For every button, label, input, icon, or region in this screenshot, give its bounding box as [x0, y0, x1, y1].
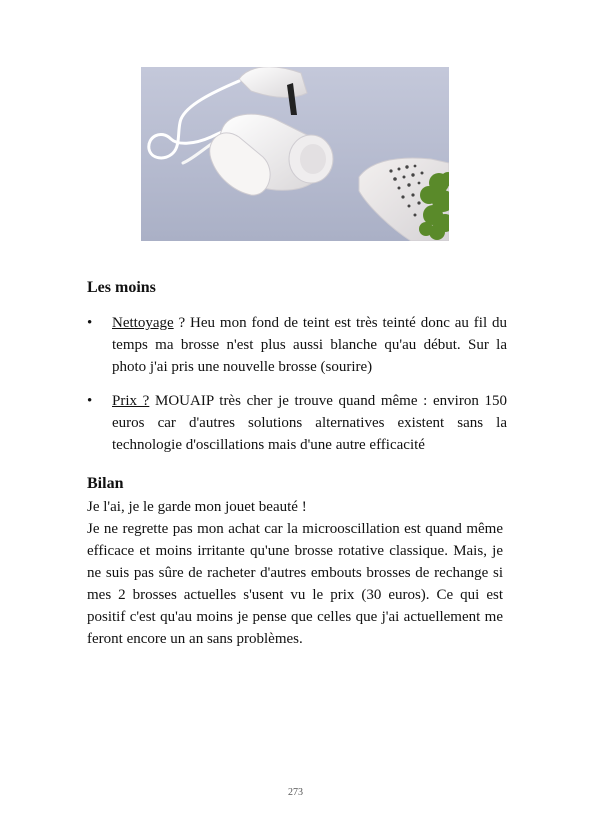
bullet-marker: •	[87, 315, 93, 331]
bullet-item-nettoyage	[87, 312, 507, 378]
bilan-text	[87, 496, 503, 650]
product-photo-illustration	[141, 67, 449, 241]
bilan-paragraph: Je ne regrette pas mon achat car la microoscillation est quand même efficace et moins irritante qu'une brosse rotative classique. Mais, je ne suis pas sûre de racheter d'autres embouts brosses de rechange si mes 2 brosses actuelles s'usent vu le prix (30 euros). Ce qui est positif c'est qu'au moins je pense que celles que j'ai actuellement me feront encore un an sans problèmes.	[87, 521, 503, 647]
bullet-marker: •	[87, 393, 93, 409]
bullet-text: ? Heu mon fond de teint est très teinté donc au fil du temps ma brosse n'est plus aussi blanche qu'au début. Sur la photo j'ai pris une nouvelle brosse (sourire)	[112, 315, 507, 375]
product-photo	[141, 67, 449, 241]
bullet-label: Nettoyage	[112, 315, 174, 331]
section-heading-moins: Les moins	[87, 279, 156, 296]
section-heading-bilan: Bilan	[87, 475, 124, 492]
bullet-text: MOUAIP très cher je trouve quand même : environ 150 euros car d'autres solutions alternatives existent sans la technologie d'oscillations mais d'une autre efficacité	[112, 393, 507, 453]
bullet-list	[87, 312, 507, 456]
bilan-paragraph: Je l'ai, je le garde mon jouet beauté !	[87, 499, 307, 515]
bullet-label: Prix ?	[112, 393, 150, 409]
bullet-item-prix	[87, 390, 507, 456]
page-number: 273	[288, 787, 303, 798]
